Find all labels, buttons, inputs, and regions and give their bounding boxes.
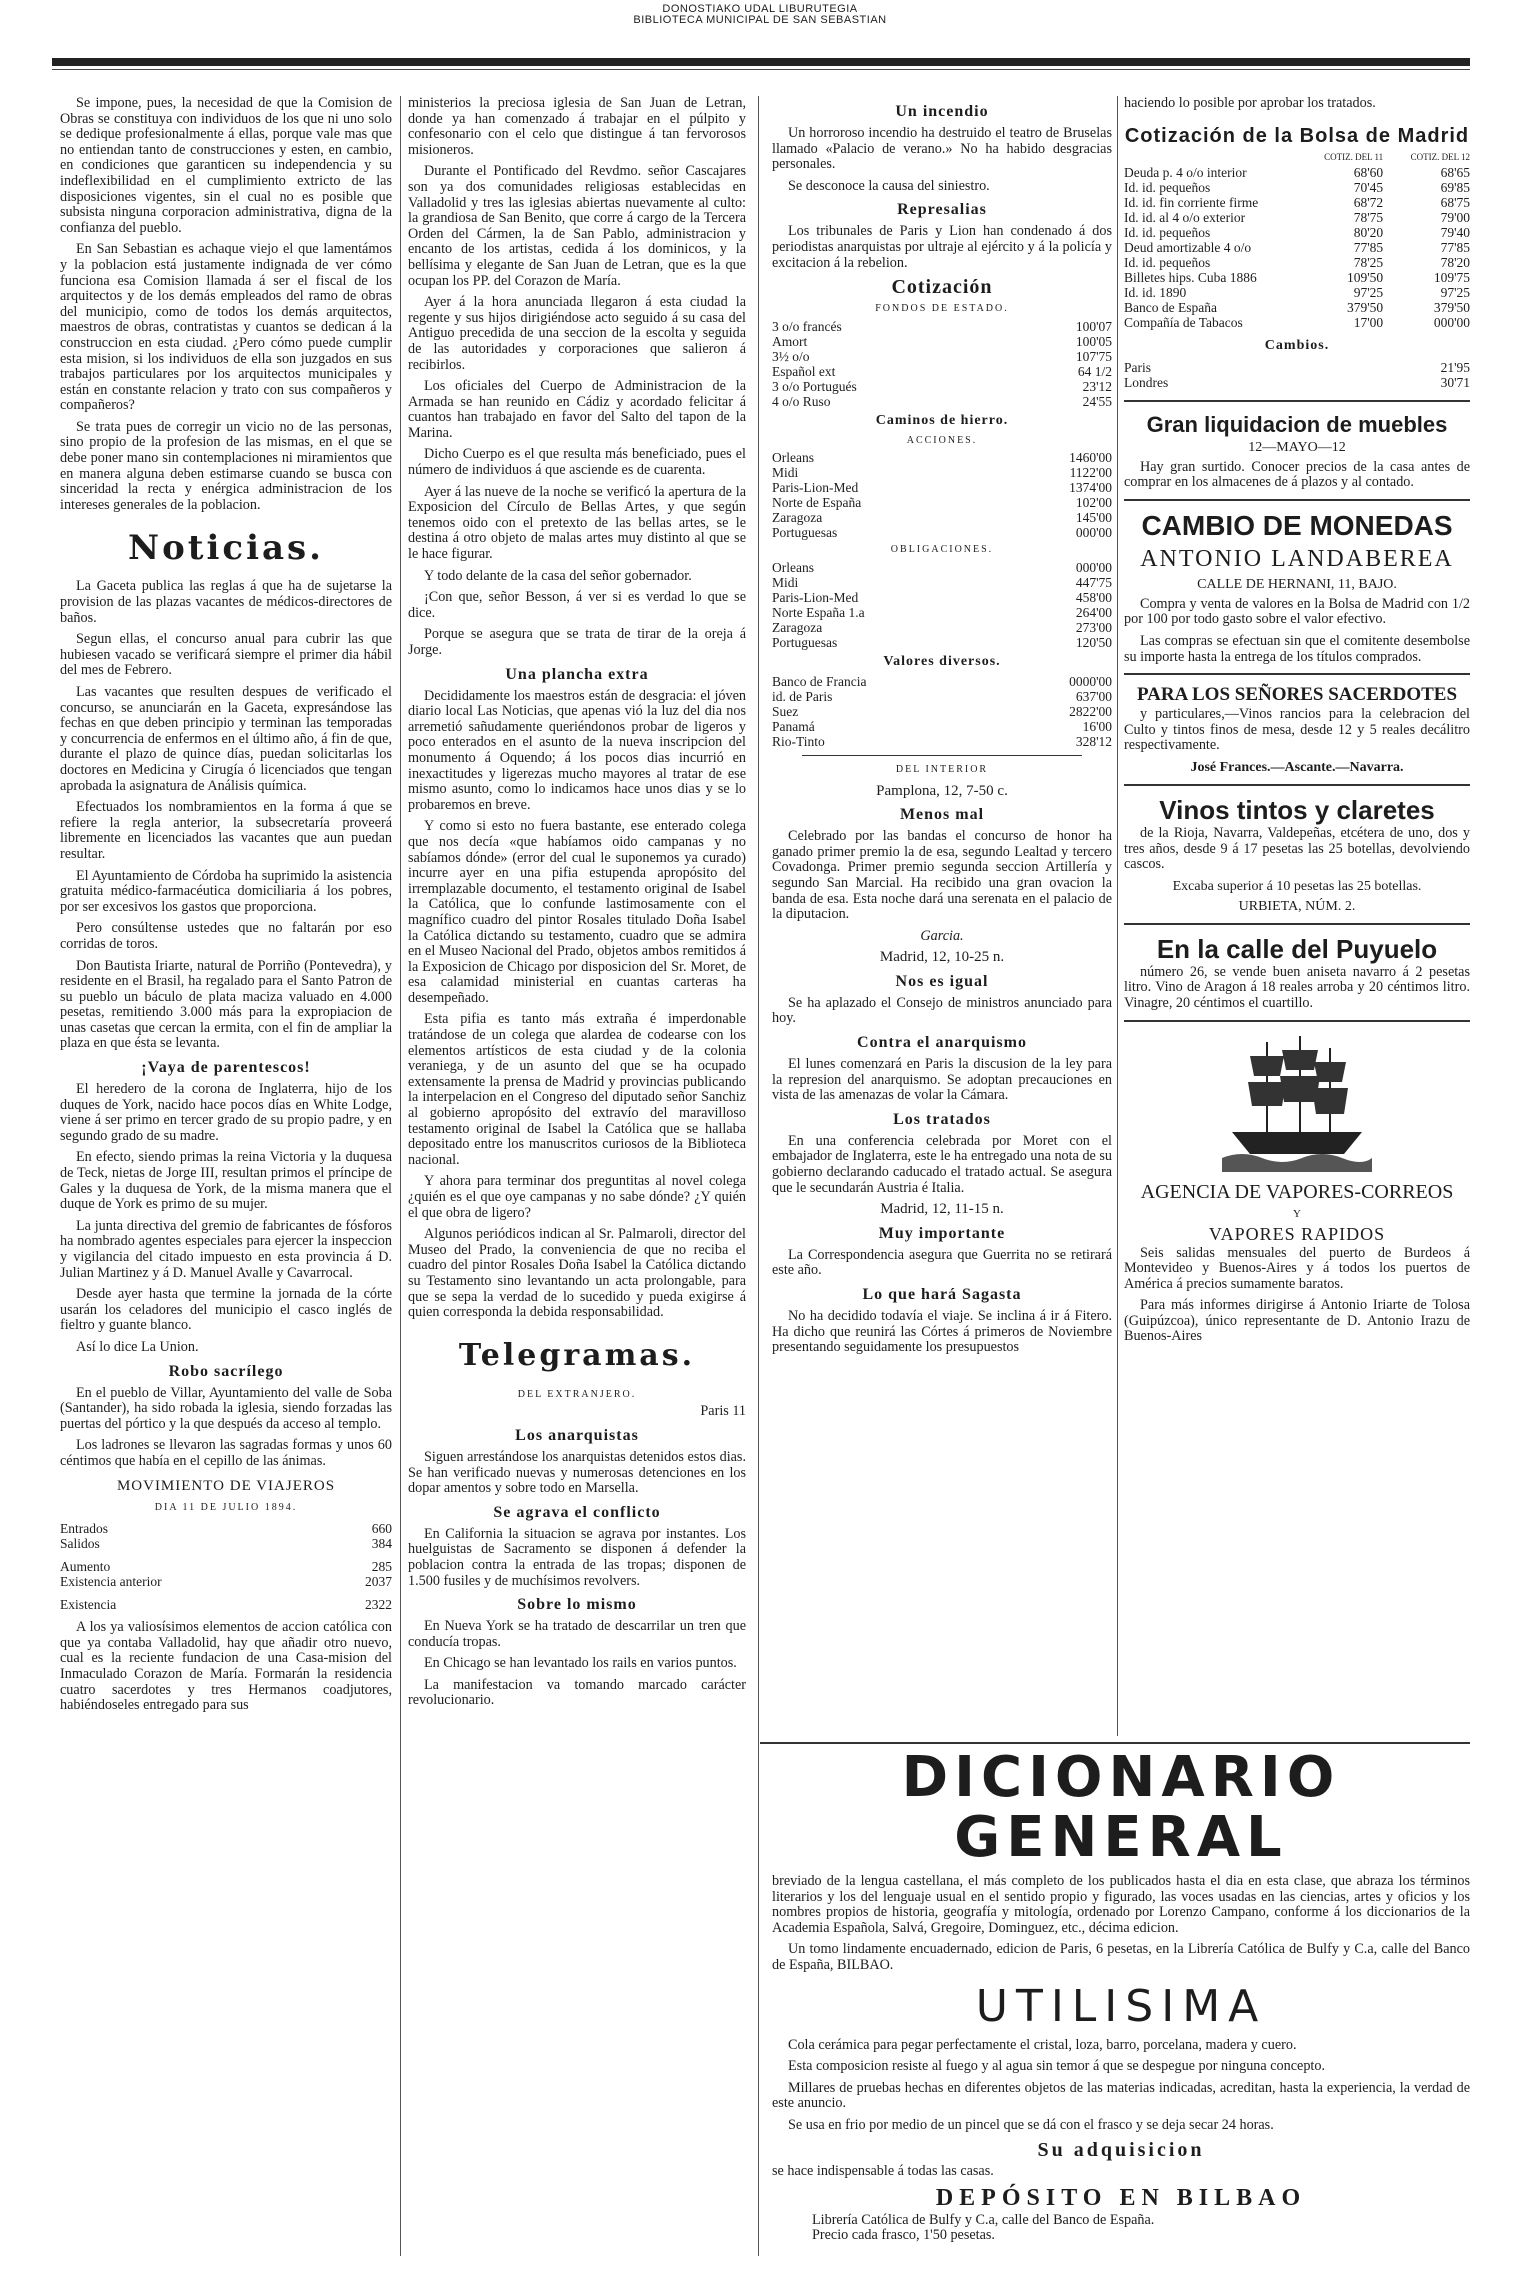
table-row (772, 560, 1112, 575)
row-value: 70'45 (1353, 179, 1384, 195)
row-label: 3½ o/o (772, 348, 810, 364)
heading-sobre: Sobre lo mismo (517, 1596, 637, 1614)
row-label: 3 o/o francés (772, 318, 842, 334)
row-value: 77'85 (1353, 239, 1384, 255)
news-paragraph: Efectuados los nombramientos en la forma á que se refiere la regla anterior, la subsecretaría proveerá libremente en licenciados las vacantes que aun puedan resultar. (60, 799, 392, 862)
viajeros-table (60, 1521, 392, 1612)
row-label: Rio-Tinto (772, 733, 825, 749)
row-label: Banco de Francia (772, 673, 867, 689)
ad-text: Millares de pruebas hechas en diferentes objetos de las materias indicadas, acreditan, hasta la experiencia, la verdad de este anuncio. (772, 2079, 1470, 2112)
column-divider (1117, 96, 1118, 1736)
row-value: 285 (371, 1559, 392, 1575)
heading-importante: Muy importante (878, 1224, 1006, 1242)
row-value: 379'50 (1433, 299, 1470, 315)
row-value: 2037 (365, 1574, 392, 1590)
section-heading-telegramas: Telegramas. (458, 1337, 696, 1373)
row-value: 17'00 (1353, 314, 1384, 330)
table-row (60, 1589, 392, 1612)
heading-incendio: Un incendio (895, 103, 989, 120)
table-row (772, 394, 1112, 409)
article-paragraph: Ayer á la hora anunciada llegaron á esta ciudad la regente y sus hijos dirigiéndose acto seguido á su casa del Antiguo precedida de una seccion de la escolta y seguida de las autoridades y corporaciones que salieron á recibirlos. (408, 294, 746, 373)
ad-vapores-title: AGENCIA DE VAPORES-CORREOS (1140, 1180, 1454, 1203)
article-paragraph: Se impone, pues, la necesidad de que la Comision de Obras se constituya con individuos de los que ni uno solo se dedique profesionalmente á ellas, porque vale mas que no entiendan tanto de construcciones y esten, en cambio, en condiciones que garanticen su independencia y su indeflexibilidad en el cumplimiento extricto de las disposiciones vigentes, sin el cual no es posible que subsista ninguna corporacion administrativa, digna de la confianza del pueblo. (60, 96, 392, 236)
heading-valores: Valores diversos. (883, 653, 1001, 669)
table-row (772, 510, 1112, 525)
row-label: Deuda p. 4 o/o interior (1124, 164, 1247, 180)
masthead (0, 4, 1520, 26)
row-label: Portuguesas (772, 634, 838, 650)
telegram-paragraph: Siguen arrestándose los anarquistas detenidos estos dias. Se han verificado nuevas y numerosas detenciones en los dopar amentos y sobre todo en Marsella. (408, 1448, 746, 1497)
row-value: 273'00 (1075, 619, 1112, 635)
ad-text: Un tomo lindamente encuadernado, edicion de Paris, 6 pesetas, en la Librería Católica de Bulfy y C.a, calle del Banco de España, BILBAO. (772, 1941, 1470, 1973)
table-row (772, 450, 1112, 465)
row-label: Entrados (60, 1521, 108, 1537)
ad-text: Precio cada frasco, 1'50 pesetas. (812, 2227, 995, 2244)
row-label: Portuguesas (772, 525, 838, 541)
ad-cambio-address: CALLE DE HERNANI, 11, BAJO. (1197, 576, 1397, 592)
heading-viajeros: MOVIMIENTO DE VIAJEROS (116, 1477, 336, 1494)
signature: Garcia. (920, 927, 964, 944)
bolsa-table (1124, 150, 1470, 330)
ad-adquisicion-title: Su adquisicion (1037, 2138, 1205, 2161)
ad-text: y particulares,—Vinos rancios para la celebracion del Culto y tintos finos de mesa, desde 12 y 5 reales decálitro respectivamente. (1124, 706, 1470, 754)
row-label: Existencia anterior (60, 1574, 162, 1590)
header-rule-thin (52, 69, 1470, 70)
row-label: Español ext (772, 363, 836, 379)
heading-menos-mal: Menos mal (899, 806, 985, 824)
news-paragraph: Desde ayer hasta que termine la jornada de la córte usarán los celadores del municipio el casco inglés de fieltro y guante blanco. (60, 1286, 392, 1334)
ad-sacerdotes-signature: José Frances.—Ascante.—Navarra. (1190, 759, 1404, 775)
ad-text: breviado de la lengua castellana, el más completo de los publicados hasta el dia en esta clase, que abraza los términos literarios y los del lenguaje usual en el sentido propio y figurado, las voces usadas en las ciencias, artes y oficios y los nombres propios de historia, geografía y mitología, ordenado por Lorenzo Campano, conforme á los diccionarios de la Academia Española, Salvá, Gregoire, Dominguez, etc., décima edicion. (772, 1873, 1470, 1936)
ad-vinos-title: Vinos tintos y claretes (1159, 794, 1435, 825)
row-value: 637'00 (1075, 688, 1112, 704)
table-row (772, 364, 1112, 379)
table-row (60, 1574, 392, 1589)
ad-sacerdotes-title: PARA LOS SEÑORES SACERDOTES (1136, 684, 1458, 706)
row-value: 102'00 (1075, 495, 1112, 511)
article-paragraph: Dicho Cuerpo es el que resulta más beneficiado, pues el número de individuos á que asciende es de cuarenta. (408, 446, 746, 479)
row-label: Amort (772, 333, 808, 349)
dateline: Madrid, 12, 11-15 n. (880, 1201, 1004, 1218)
ad-text: Excaba superior á 10 pesetas las 25 botellas. (1172, 878, 1422, 894)
ad-text: Hay gran surtido. Conocer precios de la casa antes de comprar en los almacenes de á plazos y al contado. (1124, 458, 1470, 491)
row-value: 264'00 (1075, 604, 1112, 620)
news-paragraph: Así lo dice La Union. (76, 1338, 199, 1355)
acciones-sub: ACCIONES. (906, 434, 978, 446)
heading-tratados: Los tratados (893, 1110, 991, 1128)
news-paragraph: Los ladrones se llevaron las sagradas formas y unos 60 céntimos que había en el cepillo de las ánimas. (60, 1437, 392, 1469)
row-value: 97'25 (1353, 284, 1384, 300)
ad-text: Esta composicion resiste al fuego y al agua sin temor á que se despegue por ninguna concepto. (788, 2058, 1325, 2075)
row-value: 1460'00 (1069, 450, 1112, 466)
table-row (1124, 195, 1470, 210)
col-header: COTIZ. DEL 12 (1410, 151, 1470, 162)
table-row (772, 635, 1112, 650)
row-value: 000'00 (1433, 314, 1470, 330)
article-paragraph: ministerios la preciosa iglesia de San Juan de Letran, donde ya han comenzado á trabajar en el púlpito y confesonario con el celo que distingue á tan fervorosos misioneros. (408, 96, 746, 158)
fondos-table (772, 319, 1112, 409)
ad-diccionario-title: DICIONARIO GENERAL (901, 1745, 1341, 1870)
row-value: 68'60 (1353, 164, 1384, 180)
news-paragraph: Don Bautista Iriarte, natural de Porriño (Pontevedra), y residente en el Brasil, ha regalado para el Santo Patron de su pueblo un báculo de plata maciza valuado en 4.000 pesetas, remitiendo 3.000 más para la expropiacion de unas casetas que cercan la ermita, con el fin de ampliar la plaza en que ésta se levanta. (60, 957, 392, 1052)
row-label: 4 o/o Ruso (772, 393, 831, 409)
row-value: 379'50 (1347, 299, 1384, 315)
column-divider (758, 96, 759, 2256)
row-label: Deud amortizable 4 o/o (1124, 239, 1252, 255)
divider (802, 755, 1082, 756)
column-4 (1124, 96, 1470, 1728)
article-paragraph: Los oficiales del Cuerpo de Administracion de la Armada se han reunido en Cádiz y acordado felicitar á cuantos han trabajado en favor del Salto del tapon de la Marina. (408, 378, 746, 441)
row-value: 30'71 (1440, 374, 1470, 390)
row-value: 458'00 (1075, 589, 1112, 605)
table-header (1124, 150, 1470, 165)
heading-parentescos: ¡Vaya de parentescos! (141, 1059, 311, 1077)
ad-text: Se usa en frio por medio de un pincel que se dá con el frasco y se deja secar 24 horas. (788, 2116, 1274, 2133)
row-value: 68'72 (1353, 194, 1384, 210)
column-1 (60, 96, 392, 2256)
table-row (1124, 270, 1470, 285)
telegram-paragraph: En Nueva York se ha tratado de descarrilar un tren que conducía tropas. (408, 1618, 746, 1650)
table-row (772, 349, 1112, 364)
divider (1124, 784, 1470, 786)
divider (1124, 1020, 1470, 1022)
row-value: 120'50 (1075, 634, 1112, 650)
table-row (772, 319, 1112, 334)
row-label: Banco de España (1124, 299, 1217, 315)
ad-muebles-title: Gran liquidacion de muebles (1146, 411, 1448, 437)
table-row (772, 480, 1112, 495)
row-label: Id. id. pequeños (1124, 254, 1211, 270)
table-row (1124, 375, 1470, 390)
row-label: Orleans (772, 450, 814, 466)
row-label: Paris-Lion-Med (772, 480, 859, 496)
header-rule (52, 58, 1470, 66)
row-value: 23'12 (1082, 378, 1112, 394)
ad-deposito-title: DEPÓSITO EN BILBAO (935, 2185, 1307, 2212)
masthead-line-2: BIBLIOTECA MUNICIPAL DE SAN SEBASTIAN (633, 14, 887, 26)
table-row (60, 1521, 392, 1536)
row-value: 109'75 (1433, 269, 1470, 285)
telegram-paragraph: Celebrado por las bandas el concurso de honor ha ganado primer premio la de esa, segundo Lealtad y tercero Covadonga. Primer premio segunda seccion Artillería y segundo San Marcial. Ha recibido una gran ovacion la banda de esa. Esta noche dará una serenata en el palacio de la diputacion. (772, 828, 1112, 923)
news-paragraph: A los ya valiosísimos elementos de accion católica con que ya contaba Valladolid, hay que añadir otro nuevo, cual es la reciente fundacion de una Casa-mision del Inmaculado Corazon de María. Formarán la residencia cuatro sacerdotes y tres Hermanos coadjutores, habiéndoseles entregado para sus (60, 1619, 392, 1714)
article-paragraph: haciendo lo posible por aprobar los tratados. (1124, 96, 1376, 111)
ad-text: Cola cerámica para pegar perfectamente el cristal, loza, barro, porcelana, madera y cuero. (788, 2036, 1297, 2053)
ad-text: Para más informes dirigirse á Antonio Iriarte de Tolosa (Guipúzcoa), único representante de D. Antonio Irazu de Buenos-Aires (1124, 1297, 1470, 1345)
viajeros-date: DIA 11 DE JULIO 1894. (154, 1501, 298, 1513)
telegram-paragraph: Se ha aplazado el Consejo de ministros anunciado para hoy. (772, 994, 1112, 1027)
masthead-line-1: DONOSTIAKO UDAL LIBURUTEGIA (662, 3, 858, 15)
row-value: 68'65 (1440, 164, 1470, 180)
article-paragraph: Y ahora para terminar dos preguntitas al novel colega ¿quién es el que oye campanas y no sabe dónde? ¿Y quién el que obra de ligero? (408, 1173, 746, 1221)
ad-vapores-subtitle: VAPORES RAPIDOS (1208, 1223, 1386, 1244)
dateline: Madrid, 12, 10-25 n. (879, 949, 1005, 966)
fondos-sub: FONDOS DE ESTADO. (875, 303, 1009, 315)
article-paragraph: Decididamente los maestros están de desgracia: el jóven diario local Las Noticias, que apenas vió la luz del dia nos arremetió sañudamente queriéndonos probar de ligeros y poco enterados en el asunto de la nueva inscripcion del monumento á Oquendo; á los pocos dias incurrió en inexactitudes y ligerezas mucho mayores al tratar de ese mismo asunto, como lo indicamos hace unos dias y se lo probaremos en breve. (408, 687, 746, 813)
news-paragraph: En el pueblo de Villar, Ayuntamiento del valle de Soba (Santander), ha sido robada la iglesia, siendo forzadas las puertas del pórtico y la que después da acceso al templo. (60, 1384, 392, 1432)
heading-represalias: Represalias (897, 201, 987, 219)
article-paragraph: Esta pifia es tanto más extraña é imperdonable tratándose de un colega que alardea de codearse con los elementos artísticos de esta ciudad y de la colonia veraniega, y de un asunto del que se ha ocupado extensamente la prensa de Madrid y provincias publicando la interpelacion en el Congreso del diputado señor Sanchiz al gobierno apropósito del extravío del maravilloso testamento original de Isabel la Católica que se hallaba depositado entre los manuscritos curiosos de la Biblioteca nacional. (408, 1011, 746, 1168)
telegram-paragraph: La Correspondencia asegura que Guerrita no se retirará este año. (772, 1246, 1112, 1279)
row-value: 68'75 (1440, 194, 1470, 210)
telegram-paragraph: Un horroroso incendio ha destruido el teatro de Bruselas llamado «Palacio de verano.» No ha habido desgracias personales. (772, 125, 1112, 173)
ad-text: Compra y venta de valores en la Bolsa de Madrid con 1/2 por 100 por todo gasto sobre el valor efectivo. (1124, 595, 1470, 628)
ad-cambio-title: CAMBIO DE MONEDAS (1141, 509, 1453, 541)
article-paragraph: Porque se asegura que se trata de tirar de la oreja á Jorge. (408, 626, 746, 658)
table-row (772, 379, 1112, 394)
article-paragraph: Ayer á las nueve de la noche se verificó la apertura de la Exposicion del Círculo de Bellas Artes, y que según tenemos oido con el pretexto de las bellas artes, se le destina á otro objeto de malas artes muy distinto al que se le hace figurar. (408, 483, 746, 563)
row-label: Id. id. al 4 o/o exterior (1124, 209, 1246, 225)
telegram-paragraph: En California la situacion se agrava por instantes. Los huelguistas de Sacramento se disponen á defender la poblacion contra la entrada de las tropas; disponen de 1.500 fusiles y de muchísimos revolvers. (408, 1525, 746, 1589)
row-label: id. de Paris (772, 688, 833, 704)
heading-anarquistas: Los anarquistas (515, 1426, 639, 1444)
telegram-paragraph: Se desconoce la causa del siniestro. (788, 177, 990, 194)
telegram-paragraph: En una conferencia celebrada por Moret con el embajador de Inglaterra, este le ha entregado una nota de su gobierno declarando caducado el tratado actual. Se asegura que le secundarán Austria é Italia. (772, 1132, 1112, 1196)
obligaciones-sub: OBLIGACIONES. (890, 544, 994, 556)
cambios-table (1124, 360, 1470, 390)
row-value: 2822'00 (1069, 703, 1112, 719)
dateline: Pamplona, 12, 7-50 c. (876, 782, 1008, 799)
table-row (772, 575, 1112, 590)
divider (1124, 400, 1470, 402)
table-row (1124, 180, 1470, 195)
article-paragraph: Algunos periódicos indican al Sr. Palmaroli, director del Museo del Prado, la conveniencia de que no reciba el cuadro del pintor Rosales Doña Isabel la Católica dictando su Testamento sino levantando un acta prolongable, para que se sepa la verdad de lo sucedido y pueda exigirse á quien corresponda la debida responsabilidad. (408, 1226, 746, 1321)
heading-caminos: Caminos de hierro. (875, 412, 1009, 428)
news-paragraph: Pero consúltense ustedes que no faltarán por eso corridas de toros. (60, 920, 392, 952)
row-label: Aumento (60, 1559, 111, 1575)
row-value: 79'00 (1440, 209, 1470, 225)
news-paragraph: Segun ellas, el concurso anual para cubrir las que hubiesen vacado se verificará siempre el primer dia hábil del mes de Febrero. (60, 631, 392, 679)
table-row (772, 590, 1112, 605)
table-row (1124, 240, 1470, 255)
article-paragraph: En San Sebastian es achaque viejo el que lamentámos y la poblacion está justamente indignada de ver cómo funciona esa Comision llamada á ser el fiscal de los arquitectos y de los demás empleados del ramo de obras del municipio, como de todos los demás arquitectos, maestros de obras, contratistas y cuantos se dedican á la construccion en esta ciudad. ¿Pero cómo puede cumplir esta mision, si los individuos de ella son juzgados en sus trabajos particulares por los arquitectos municipales y están en constante relacion y trato con sus compañeros y compañeros? (60, 241, 392, 414)
article-paragraph: Se trata pues de corregir un vicio no de las personas, sino propio de la profesion de las mismas, en el que se debe poner mano sin contemplaciones ni miramientos que en manera alguna deben estimarse cuando se busca con sinceridad la recta y enérgica administracion de los intereses generales de la poblacion. (60, 418, 392, 513)
row-label: Norte de España (772, 495, 862, 511)
news-paragraph: La junta directiva del gremio de fabricantes de fósforos ha nombrado agentes especiales para ejercer la inspeccion y vigilancia del citado impuesto en esta provincia á D. Julian Martinez y á D. Manuel Avalle y Cavarrocal. (60, 1217, 392, 1281)
row-value: 64 1/2 (1077, 363, 1112, 379)
ship-illustration (1222, 1032, 1372, 1172)
row-value: 100'07 (1075, 318, 1112, 334)
row-value: 000'00 (1075, 525, 1112, 541)
heading-conflicto: Se agrava el conflicto (493, 1503, 661, 1521)
heading-anarquismo: Contra el anarquismo (857, 1034, 1027, 1052)
ad-muebles-date: 12—MAYO—12 (1248, 439, 1346, 455)
heading-igual: Nos es igual (895, 972, 989, 990)
table-row (772, 465, 1112, 480)
table-row (772, 605, 1112, 620)
dateline: Paris 11 (700, 1403, 746, 1420)
row-value: 2322 (365, 1597, 392, 1613)
table-row (1124, 360, 1470, 375)
row-label: Id. id. fin corriente firme (1124, 194, 1259, 210)
row-label: Paris (1124, 359, 1151, 375)
heading-bolsa: Cotización de la Bolsa de Madrid (1124, 124, 1470, 147)
ad-text: Seis salidas mensuales del puerto de Burdeos á Montevideo y Buenos-Aires y á todos los puertos de América á precios sumamente baratos. (1124, 1244, 1470, 1292)
article-paragraph: Durante el Pontificado del Revdmo. señor Cascajares son ya dos comunidades religiosas establecidas en Valladolid y tres las iglesias abiertas nuevamente al culto: la grandiosa de San Benito, que corre á cargo de la Tercera Orden del Cármen, la de San Pablo, administracion y encanto de los artistas, cedida á los dominicos, y la bellísima y elegante de San Juan de Letran, que es la que ocupan los PP. del Corazon de María. (408, 163, 746, 289)
row-label: Midi (772, 465, 799, 481)
telegram-paragraph: La manifestacion va tomando marcado carácter revolucionario. (408, 1676, 746, 1709)
row-value: 16'00 (1082, 718, 1112, 734)
table-row (60, 1536, 392, 1551)
row-value: 78'75 (1353, 209, 1384, 225)
column-3 (772, 96, 1112, 1728)
row-label: Zaragoza (772, 619, 823, 635)
telegram-paragraph: Los tribunales de Paris y Lion han condenado á dos periodistas anarquistas por ultraje al ejército y á la policía y excitacion á la rebelion. (772, 223, 1112, 271)
ad-text: Librería Católica de Bulfy y C.a, calle del Banco de España. (812, 2211, 1155, 2228)
news-paragraph: La Gaceta publica las reglas á que ha de sujetarse la provision de las plazas vacantes de médicos-directores de baños. (60, 578, 392, 626)
row-label: Compañía de Tabacos (1124, 314, 1243, 330)
row-label: Suez (772, 703, 799, 719)
row-value: 80'20 (1353, 224, 1384, 240)
column-divider (400, 96, 401, 2256)
table-row (1124, 315, 1470, 330)
row-value: 100'05 (1075, 333, 1112, 349)
article-paragraph: Y como si esto no fuera bastante, ese enterado colega que nos decía «que habíamos oido campanas y no sabíamos dónde» (error del cual le suponemos ya curado) incurre ayer en una pifia estupenda apropósito del irremplazable documento, el testamento original de Isabel la Católica, que lo confunde lastimosamente con el magnífico cuadro del pintor Rosales titulado Doña Isabel la Católica dictando su testamento, cuadro que se admira en el Museo Nacional del Prado, objetos ambos remitidos á la Exposicion de Chicago por disposicion del Sr. Moret, de esa calamidad ministerial en cuantas carteras ha desempeñado. (408, 818, 746, 1006)
row-value: 21'95 (1440, 359, 1470, 375)
ad-vinos-address: URBIETA, NÚM. 2. (1238, 898, 1356, 914)
row-label: Norte España 1.a (772, 604, 865, 620)
row-value: 109'50 (1347, 269, 1384, 285)
telegramas-sub: DEL EXTRANJERO. (517, 1388, 637, 1400)
row-label: 3 o/o Portugués (772, 378, 857, 394)
row-value: 0000'00 (1069, 673, 1112, 689)
heading-cambios: Cambios. (1264, 337, 1330, 353)
row-label: Id. id. pequeños (1124, 224, 1211, 240)
row-label: Panamá (772, 718, 815, 734)
row-value: 447'75 (1075, 574, 1112, 590)
interior-sub: DEL INTERIOR (895, 763, 989, 775)
heading-plancha: Una plancha extra (505, 665, 649, 683)
ad-puyuelo-title: En la calle del Puyuelo (1156, 933, 1438, 964)
row-label: Orleans (772, 559, 814, 575)
row-label: Midi (772, 574, 799, 590)
row-value: 107'75 (1075, 348, 1112, 364)
news-paragraph: En efecto, siendo primas la reina Victoria y la duquesa de Teck, nietas de Jorge III, resultan primos el príncipe de Gales y la duquesa de York, de la misma manera que el duque de York es primo de su mujer. (60, 1149, 392, 1213)
telegram-paragraph: No ha decidido todavía el viaje. Se inclina á ir á Fitero. Ha dicho que reunirá las Córtes á primeros de Noviembre presentando seguidamente los presupuestos (772, 1308, 1112, 1356)
row-value: 78'25 (1353, 254, 1384, 270)
divider (1124, 499, 1470, 501)
row-value: 660 (371, 1521, 392, 1537)
table-row (772, 495, 1112, 510)
col-header: COTIZ. DEL 11 (1324, 151, 1384, 162)
heading-sagasta: Lo que hará Sagasta (862, 1286, 1022, 1303)
row-value: 69'85 (1440, 179, 1470, 195)
row-label: Existencia (60, 1597, 117, 1613)
ad-text: se hace indispensable á todas las casas. (772, 2162, 994, 2179)
ad-text: Las compras se efectuan sin que el comitente desembolse su importe hasta la entrega de los títulos comprados. (1124, 632, 1470, 665)
row-value: 000'00 (1075, 559, 1112, 575)
row-value: 384 (371, 1536, 392, 1552)
section-divider (760, 1742, 1470, 1744)
table-row (772, 525, 1112, 540)
telegram-paragraph: El lunes comenzará en Paris la discusion de la ley para la represion del anarquismo. Se adoptan precauciones en vista de las amenazas de volar la Cámara. (772, 1056, 1112, 1104)
row-label: Zaragoza (772, 510, 823, 526)
valores-table (772, 674, 1112, 749)
section-heading-noticias: Noticias. (127, 528, 324, 569)
table-row (1124, 225, 1470, 240)
table-row (1124, 255, 1470, 270)
ad-utilisima-title: UTILISIMA (975, 1980, 1267, 2032)
row-value: 97'25 (1440, 284, 1470, 300)
ad-cambio-name: ANTONIO LANDABEREA (1140, 545, 1454, 572)
column-2 (408, 96, 746, 2256)
article-paragraph: Y todo delante de la casa del señor gobernador. (424, 567, 692, 584)
table-row (1124, 165, 1470, 180)
row-value: 1374'00 (1069, 480, 1112, 496)
row-label: Id. id. pequeños (1124, 179, 1211, 195)
row-value: 328'12 (1075, 733, 1112, 749)
ad-vapores-y: Y (1293, 1207, 1301, 1220)
table-row (772, 704, 1112, 719)
ad-text: número 26, se vende buen aniseta navarro á 2 pesetas litro. Vino de Aragon á 18 reales arroba y 20 céntimos litro. Vinagre, 20 céntimos el cuartillo. (1124, 963, 1470, 1011)
table-row (1124, 300, 1470, 315)
table-row (772, 719, 1112, 734)
news-paragraph: El Ayuntamiento de Córdoba ha suprimido la asistencia gratuita médico-farmacéutica domiciliaria á los pobres, por ser excesivos los gastos que proporciona. (60, 867, 392, 915)
divider (1124, 673, 1470, 675)
news-paragraph: El heredero de la corona de Inglaterra, hijo de los duques de York, nacido hace pocos días en White Lodge, viene á ser primo en tercer grado de su propio padre, y en segundo grado de su madre. (60, 1081, 392, 1144)
bottom-ads (772, 1745, 1470, 2250)
acciones-table (772, 450, 1112, 540)
row-value: 78'20 (1440, 254, 1470, 270)
row-value: 1122'00 (1069, 465, 1112, 481)
table-row (772, 334, 1112, 349)
table-row (772, 734, 1112, 749)
row-label: Salidos (60, 1536, 100, 1552)
news-paragraph: Las vacantes que resulten despues de verificado el concurso, se anunciarán en la Gaceta, expresándose las fechas en que deben principio y terminan las temporadas y concurrencia de enfermos en el último año, á fin de que, durante el plazo de quince días, puedan solicitarlas los doctores en Medicina y Cirugía ó licenciados que tengan aprobada la asignatura de Análisis química. (60, 684, 392, 794)
table-row (1124, 285, 1470, 300)
row-label: Id. id. 1890 (1124, 284, 1187, 300)
row-label: Billetes hips. Cuba 1886 (1124, 269, 1257, 285)
row-label: Londres (1124, 374, 1169, 390)
article-paragraph: ¡Con que, señor Besson, á ver si es verdad lo que se dice. (408, 589, 746, 621)
heading-cotizacion: Cotización (891, 276, 993, 299)
divider (1124, 923, 1470, 925)
obligaciones-table (772, 560, 1112, 650)
table-row (772, 674, 1112, 689)
ad-text: de la Rioja, Navarra, Valdepeñas, etcétera de uno, dos y tres años, desde 9 á 17 pesetas las 25 botellas, devolviendo cascos. (1124, 824, 1470, 873)
row-value: 77'85 (1440, 239, 1470, 255)
table-row (772, 620, 1112, 635)
telegram-paragraph: En Chicago se han levantado los rails en varios puntos. (424, 1655, 737, 1672)
heading-robo: Robo sacrílego (168, 1362, 284, 1380)
table-row (1124, 210, 1470, 225)
table-row (60, 1551, 392, 1574)
row-value: 79'40 (1440, 224, 1470, 240)
row-label: Paris-Lion-Med (772, 589, 859, 605)
row-value: 24'55 (1082, 393, 1112, 409)
row-value: 145'00 (1075, 510, 1112, 526)
table-row (772, 689, 1112, 704)
